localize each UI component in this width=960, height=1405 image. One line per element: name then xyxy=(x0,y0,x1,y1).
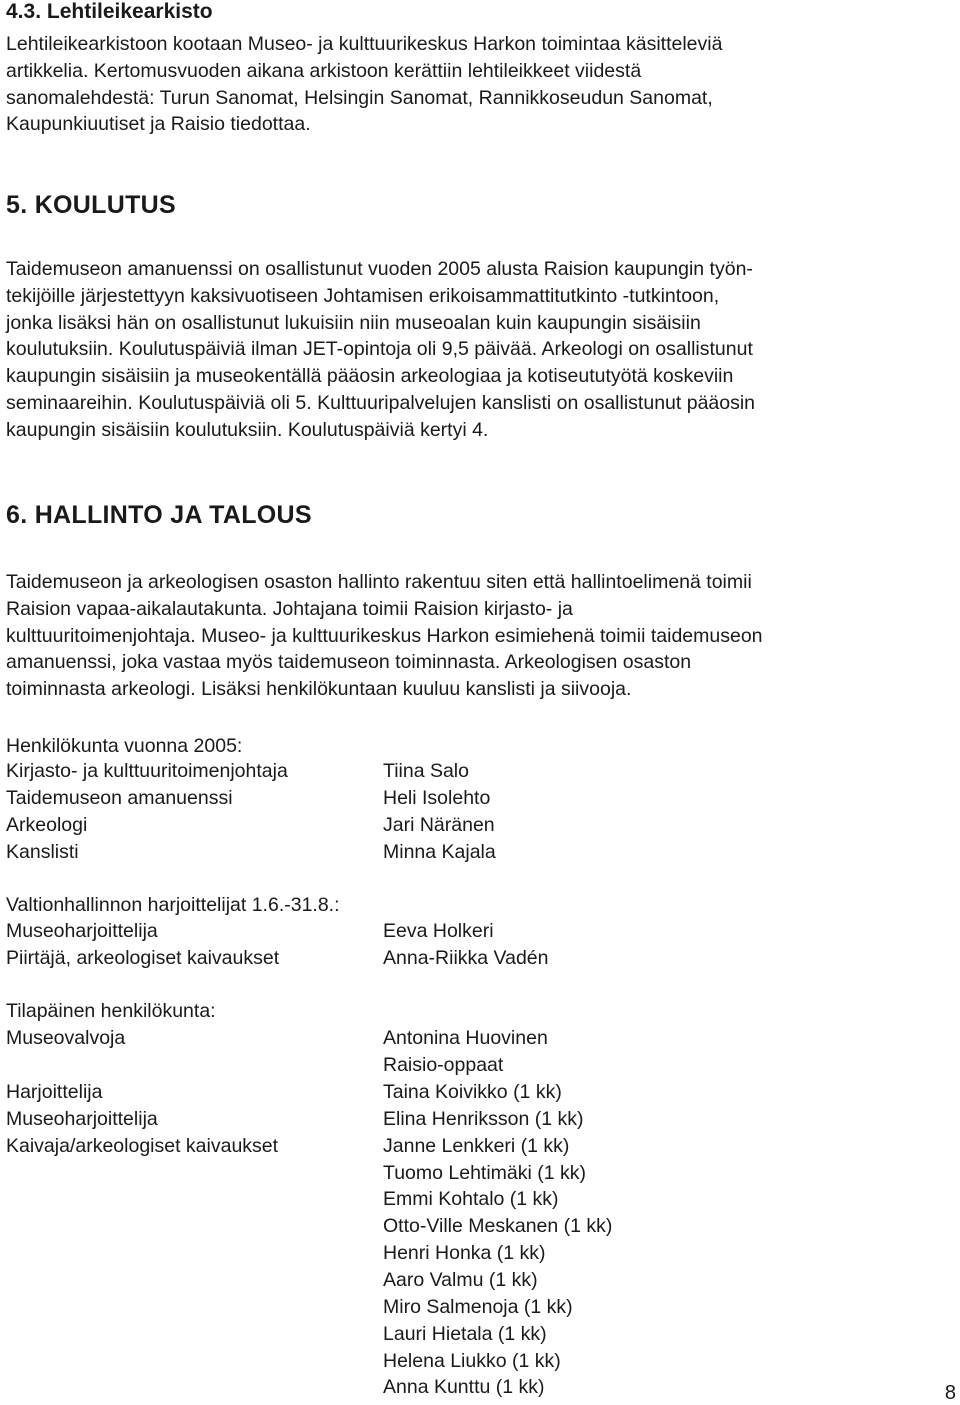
paragraph-line: artikkelia. Kertomusvuoden aikana arkistoon kerättiin lehtileikkeet viidestä xyxy=(6,59,642,82)
paragraph-line: kulttuuritoimenjohtaja. Museo- ja kulttuurikeskus Harkon esimiehenä toimii taidemuseon xyxy=(6,624,763,647)
staff-role: Arkeologi xyxy=(6,814,88,836)
staff-role: Kirjasto- ja kulttuuritoimenjohtaja xyxy=(6,760,288,782)
trainee-role: Museoharjoittelija xyxy=(6,920,158,942)
temporary-name: Henri Honka (1 kk) xyxy=(383,1242,546,1264)
temporary-role: Kaivaja/arkeologiset kaivaukset xyxy=(6,1135,279,1157)
temporary-name: Emmi Kohtalo (1 kk) xyxy=(383,1188,559,1210)
paragraph-line: sanomalehdestä: Turun Sanomat, Helsingin Sanomat, Rannikkoseudun Sanomat, xyxy=(6,86,713,109)
staff-name: Minna Kajala xyxy=(383,841,496,863)
paragraph-line: Taidemuseon ja arkeologisen osaston hallinto rakentuu siten että hallintoelimenä toimii xyxy=(6,571,752,593)
temporary-role: Harjoittelija xyxy=(6,1081,103,1103)
paragraph-line: toiminnasta arkeologi. Lisäksi henkilökuntaan kuuluu kanslisti ja siivooja. xyxy=(6,678,632,701)
staff-role: Kanslisti xyxy=(6,841,79,863)
temporary-name: Aaro Valmu (1 kk) xyxy=(383,1269,538,1291)
temporary-name: Miro Salmenoja (1 kk) xyxy=(383,1296,573,1318)
staff-heading-text: Henkilökunta vuonna 2005: xyxy=(6,735,243,757)
temporary-name: Raisio-oppaat xyxy=(383,1054,504,1076)
paragraph-line: kaupungin sisäisiin koulutuksiin. Koulutuspäiviä kertyi 4. xyxy=(6,418,489,441)
paragraph-line: kaupungin sisäisiin ja museokentällä pääosin arkeologiaa ja kotiseututyötä koskeviin xyxy=(6,365,734,388)
section-5-paragraph xyxy=(6,256,755,444)
page-number: 8 xyxy=(944,1382,956,1404)
trainees-heading-text: Valtionhallinnon harjoittelijat 1.6.-31.8.: xyxy=(6,894,340,916)
paragraph-line: seminaareihin. Koulutuspäiviä oli 5. Kulttuuripalvelujen kanslisti on osallistunut pääosin xyxy=(6,391,756,414)
temporary-name: Anna Kunttu (1 kk) xyxy=(383,1376,545,1398)
temporary-name: Taina Koivikko (1 kk) xyxy=(383,1081,562,1103)
temporary-name: Elina Henriksson (1 kk) xyxy=(383,1108,584,1130)
temporary-heading-text: Tilapäinen henkilökunta: xyxy=(6,1000,216,1022)
temporary-name: Otto-Ville Meskanen (1 kk) xyxy=(383,1215,613,1237)
staff-name: Jari Näränen xyxy=(383,814,495,836)
paragraph-line: Taidemuseon amanuenssi on osallistunut vuoden 2005 alusta Raision kaupungin työn- xyxy=(6,258,753,280)
temporary-name: Lauri Hietala (1 kk) xyxy=(383,1323,547,1345)
temporary-role: Museovalvoja xyxy=(6,1027,126,1049)
trainee-name: Eeva Holkeri xyxy=(383,920,494,942)
paragraph-line: Lehtileikearkistoon kootaan Museo- ja kulttuurikeskus Harkon toimintaa käsitteleviä xyxy=(6,33,723,55)
section-6-paragraph xyxy=(6,569,763,703)
section-4-3-paragraph xyxy=(6,31,722,138)
paragraph-line: Kaupunkiuutiset ja Raisio tiedottaa. xyxy=(6,113,311,136)
staff-name: Tiina Salo xyxy=(383,760,469,782)
paragraph-line: amanuenssi, joka vastaa myös taidemuseon toiminnasta. Arkeologisen osaston xyxy=(6,651,692,674)
section-6-heading: 6. HALLINTO JA TALOUS xyxy=(6,501,312,529)
temporary-name: Janne Lenkkeri (1 kk) xyxy=(383,1135,570,1157)
temporary-name: Helena Liukko (1 kk) xyxy=(383,1350,561,1372)
trainee-role: Piirtäjä, arkeologiset kaivaukset xyxy=(6,947,280,969)
section-5-heading: 5. KOULUTUS xyxy=(6,191,176,219)
staff-name: Heli Isolehto xyxy=(383,787,491,809)
temporary-name: Antonina Huovinen xyxy=(383,1027,548,1049)
paragraph-line: jonka lisäksi hän on osallistunut lukuisiin niin museoalan kuin kaupungin sisäisiin xyxy=(6,311,701,334)
temporary-name: Tuomo Lehtimäki (1 kk) xyxy=(383,1162,587,1184)
paragraph-line: Raision vapaa-aikalautakunta. Johtajana toimii Raision kirjasto- ja xyxy=(6,597,573,620)
staff-role: Taidemuseon amanuenssi xyxy=(6,787,233,809)
temporary-role: Museoharjoittelija xyxy=(6,1108,158,1130)
section-4-3-heading: 4.3. Lehtileikearkisto xyxy=(6,0,213,23)
paragraph-line: tekijöille järjestettyyn kaksivuotiseen Johtamisen erikoisammattitutkinto -tutkintoon, xyxy=(6,284,720,307)
trainee-name: Anna-Riikka Vadén xyxy=(383,947,549,969)
paragraph-line: koulutuksiin. Koulutuspäiviä ilman JET-opintoja oli 9,5 päivää. Arkeologi on osallistunut xyxy=(6,338,753,361)
